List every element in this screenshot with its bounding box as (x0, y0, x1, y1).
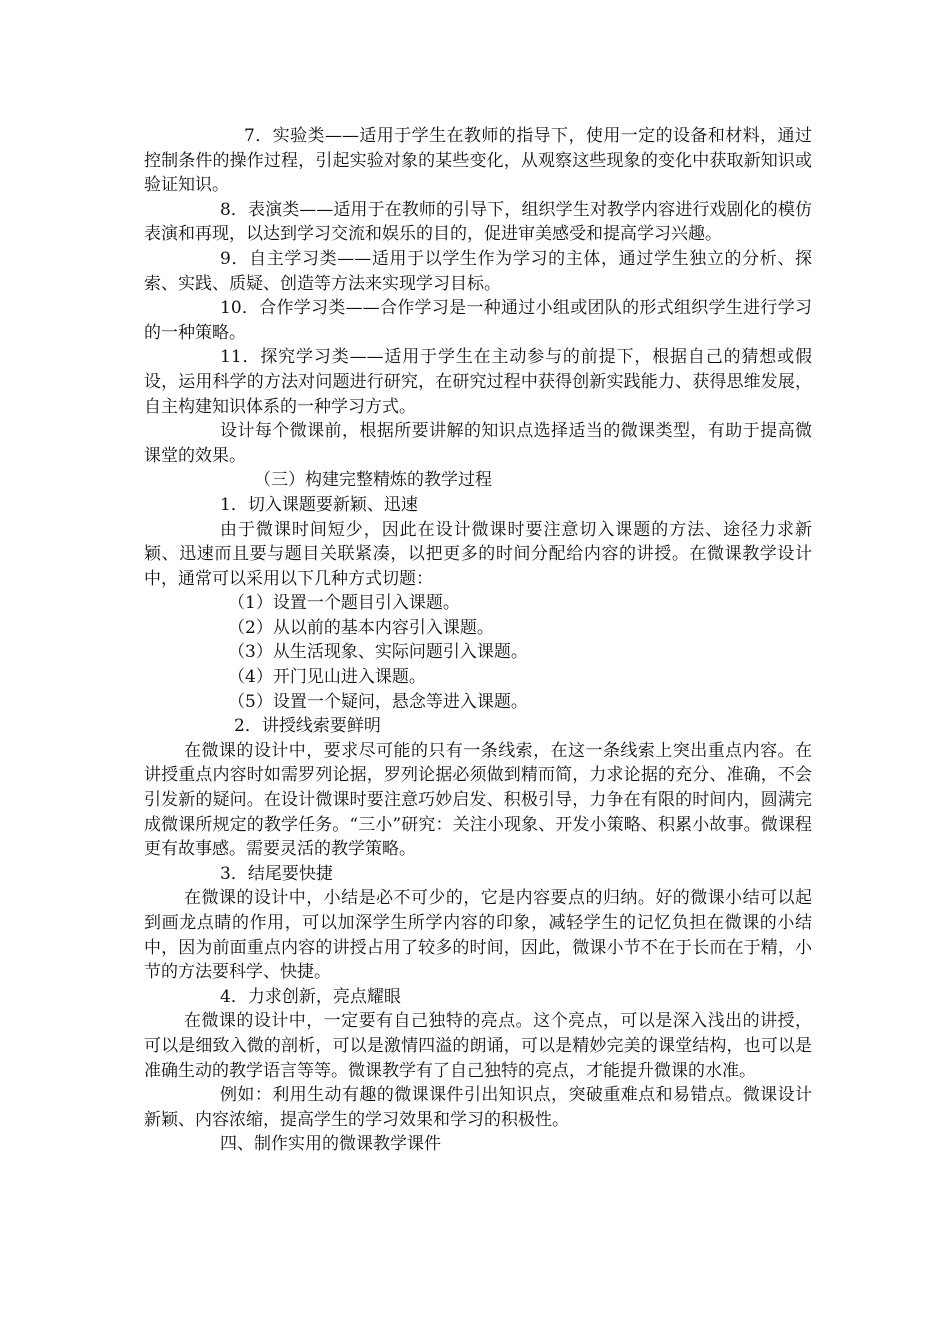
list-item-entry-3: （3）从生活现象、实际问题引入课题。 (228, 642, 528, 663)
subheading-innovation: 4．力求创新，亮点耀眼 (220, 986, 401, 1007)
paragraph-performance-type: 8．表演类——适用于在教师的引导下，组织学生对教学内容进行戏剧化的模仿表演和再现，以达到学习交流和娱乐的目的，促进审美感受和提高学习兴趣。 (144, 199, 812, 245)
list-item-entry-2: （2）从以前的基本内容引入课题。 (228, 617, 494, 638)
document-body (144, 124, 812, 1157)
list-item-entry-5: （5）设置一个疑问，悬念等进入课题。 (228, 691, 528, 712)
subheading-entry: 1．切入课题要新颖、迅速 (220, 494, 418, 515)
section-heading-teaching-process: （三）构建完整精炼的教学过程 (254, 470, 492, 491)
paragraph-entry-body: 由于微课时间短少，因此在设计微课时要注意切入课题的方法、途径力求新颖、迅速而且要与题目关联紧凑，以把更多的时间分配给内容的讲授。在微课教学设计中，通常可以采用以下几种方式切题： (144, 519, 812, 589)
paragraph-ending-body: 在微课的设计中，小结是必不可少的，它是内容要点的归纳。好的微课小结可以起到画龙点睛的作用，可以加深学生所学内容的印象，减轻学生的记忆负担在微课的小结中，因为前面重点内容的讲授占用了较多的时间，因此，微课小节不在于长而在于精，小节的方法要科学、快捷。 (144, 888, 812, 983)
paragraph-innovation-body: 在微课的设计中，一定要有自己独特的亮点。这个亮点，可以是深入浅出的讲授，可以是细致入微的剖析，可以是激情四溢的朗诵，可以是精妙完美的课堂结构，也可以是准确生动的教学语言等等。微课教学有了自己独特的亮点，才能提升微课的水准。 (144, 1011, 812, 1081)
paragraph-clue-body: 在微课的设计中，要求尽可能的只有一条线索，在这一条线索上突出重点内容。在讲授重点内容时如需罗列论据，罗列论据必须做到精而简，力求论据的充分、准确，不会引发新的疑问。在设计微课时要注意巧妙启发、积极引导，力争在有限的时间内，圆满完成微课所规定的教学任务。“三小”研究：关注小现象、开发小策略、积累小故事。微课程更有故事感。需要灵活的教学策略。 (144, 740, 812, 860)
list-item-entry-1: （1）设置一个题目引入课题。 (228, 593, 460, 614)
paragraph-choose-type-summary: 设计每个微课前，根据所要讲解的知识点选择适当的微课类型，有助于提高微课堂的效果。 (144, 421, 812, 466)
paragraph-example: 例如：利用生动有趣的微课课件引出知识点，突破重难点和易错点。微课设计新颖、内容浓缩，提高学生的学习效果和学习的积极性。 (144, 1085, 812, 1130)
paragraph-self-learning-type: 9．自主学习类——适用于以学生作为学习的主体，通过学生独立的分析、探索、实践、质疑、创造等方法来实现学习目标。 (144, 248, 812, 294)
subheading-clue: 2．讲授线索要鲜明 (234, 716, 381, 737)
paragraph-experiment-type: 7．实验类——适用于学生在教师的指导下，使用一定的设备和材料，通过控制条件的操作过程，引起实验对象的某些变化，从观察这些现象的变化中获取新知识或验证知识。 (144, 126, 812, 196)
list-item-entry-4: （4）开门见山进入课题。 (228, 667, 426, 688)
paragraph-cooperative-learning-type: 10．合作学习类——合作学习是一种通过小组或团队的形式组织学生进行学习的一种策略。 (144, 298, 812, 343)
paragraph-inquiry-learning-type: 11．探究学习类——适用于学生在主动参与的前提下，根据自己的猜想或假设，运用科学的方法对问题进行研究，在研究过程中获得创新实践能力、获得思维发展，自主构建知识体系的一种学习方式。 (144, 347, 812, 417)
subheading-ending: 3．结尾要快捷 (220, 863, 333, 884)
section-heading-courseware: 四、制作实用的微课教学课件 (220, 1134, 441, 1155)
